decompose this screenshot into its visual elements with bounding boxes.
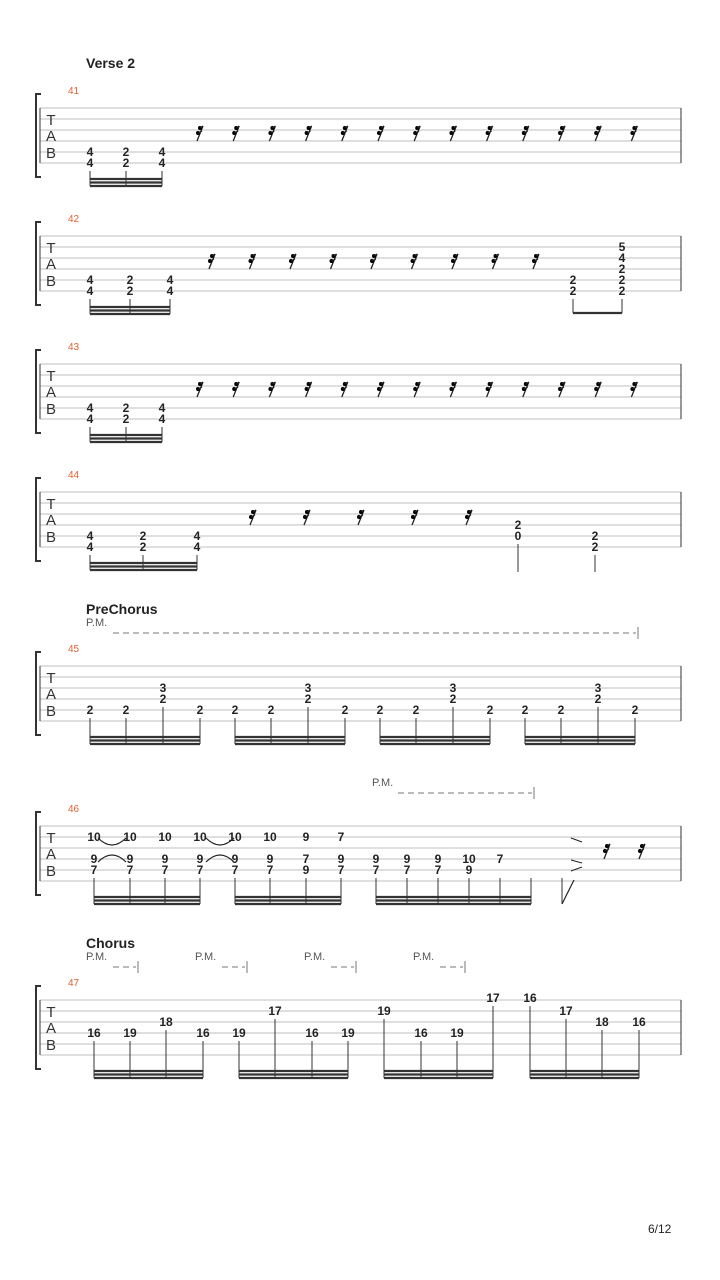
fret-number: 2 <box>267 703 275 717</box>
measure-number: 43 <box>68 342 80 353</box>
sixteenth-rest <box>558 126 565 141</box>
fret-number: 2 <box>126 273 134 287</box>
sixteenth-rest <box>341 126 348 141</box>
tab-label: T <box>46 240 56 257</box>
fret-number: 9 <box>231 852 239 866</box>
sixteenth-rest <box>289 254 296 269</box>
sixteenth-rest <box>594 382 601 397</box>
fret-number: 2 <box>618 284 626 298</box>
measure-number: 41 <box>68 86 80 97</box>
palm-mute-label: P.M. <box>195 951 217 963</box>
fret-number: 4 <box>86 145 94 159</box>
fret-number: 4 <box>86 540 94 554</box>
sixteenth-rest <box>208 254 215 269</box>
measure-number: 46 <box>68 804 80 815</box>
fret-number: 7 <box>196 863 204 877</box>
fret-number: 19 <box>123 1026 137 1040</box>
sixteenth-rest <box>196 382 203 397</box>
fret-number: 2 <box>122 156 130 170</box>
palm-mute-label: P.M. <box>86 617 108 629</box>
fret-number: 2 <box>139 529 147 543</box>
sixteenth-rest <box>630 382 637 397</box>
fret-number: 7 <box>434 863 442 877</box>
fret-number: 4 <box>158 401 166 415</box>
fret-number: 2 <box>569 284 577 298</box>
fret-number: 10 <box>123 830 137 844</box>
fret-number: 18 <box>595 1015 609 1029</box>
fret-number: 2 <box>139 540 147 554</box>
tab-label: A <box>45 686 57 703</box>
section-verse2: Verse 2 <box>86 55 136 71</box>
sixteenth-rest <box>451 254 458 269</box>
fret-number: 7 <box>403 863 411 877</box>
fret-number: 7 <box>126 863 134 877</box>
fret-number: 2 <box>591 540 599 554</box>
tab-label: T <box>46 1004 56 1021</box>
sixteenth-rest <box>232 126 239 141</box>
tab-label: B <box>45 145 57 162</box>
fret-number: 2 <box>196 703 204 717</box>
fret-number: 2 <box>618 273 626 287</box>
fret-number: 2 <box>594 692 602 706</box>
fret-number: 9 <box>337 852 345 866</box>
fret-number: 7 <box>161 863 169 877</box>
sixteenth-rest <box>465 510 472 525</box>
fret-number: 19 <box>377 1004 391 1018</box>
fret-number: 10 <box>462 852 476 866</box>
sixteenth-rest <box>330 254 337 269</box>
sixteenth-rest <box>522 382 529 397</box>
tab-label: T <box>46 368 56 385</box>
sixteenth-rest <box>357 510 364 525</box>
palm-mute-label: P.M. <box>372 777 394 789</box>
tab-label: B <box>45 401 57 418</box>
fret-number: 5 <box>618 240 626 254</box>
sixteenth-rest <box>305 126 312 141</box>
sixteenth-rest <box>305 382 312 397</box>
fret-number: 16 <box>196 1026 210 1040</box>
tab-label: A <box>45 256 57 273</box>
sixteenth-rest <box>411 254 418 269</box>
fret-number: 7 <box>337 830 345 844</box>
fret-number: 2 <box>304 692 312 706</box>
fret-number: 7 <box>302 852 310 866</box>
fret-number: 4 <box>86 284 94 298</box>
tab-label: A <box>45 384 57 401</box>
sixteenth-rest <box>449 126 456 141</box>
fret-number: 2 <box>231 703 239 717</box>
tab-label: A <box>45 512 57 529</box>
tab-label: T <box>46 496 56 513</box>
fret-number: 3 <box>449 681 457 695</box>
fret-number: 2 <box>412 703 420 717</box>
tab-label: A <box>45 1020 57 1037</box>
fret-number: 2 <box>557 703 565 717</box>
measure-number: 45 <box>68 644 80 655</box>
sixteenth-rest <box>558 382 565 397</box>
section-chorus: Chorus <box>86 935 135 951</box>
fret-number: 9 <box>266 852 274 866</box>
sixteenth-rest <box>341 382 348 397</box>
slide <box>571 867 582 871</box>
measure-number: 47 <box>68 978 80 989</box>
sixteenth-rest <box>492 254 499 269</box>
fret-number: 2 <box>122 145 130 159</box>
fret-number: 3 <box>304 681 312 695</box>
measure-number: 44 <box>68 470 80 481</box>
fret-number: 9 <box>161 852 169 866</box>
palm-mute-label: P.M. <box>304 951 326 963</box>
sixteenth-rest <box>370 254 377 269</box>
fret-number: 19 <box>450 1026 464 1040</box>
sixteenth-rest <box>377 382 384 397</box>
fret-number: 4 <box>166 273 174 287</box>
fret-number: 4 <box>86 156 94 170</box>
fret-number: 2 <box>521 703 529 717</box>
fret-number: 9 <box>403 852 411 866</box>
fret-number: 2 <box>631 703 639 717</box>
fret-number: 2 <box>486 703 494 717</box>
fret-number: 10 <box>158 830 172 844</box>
slide <box>571 838 582 842</box>
fret-number: 4 <box>158 145 166 159</box>
fret-number: 16 <box>414 1026 428 1040</box>
fret-number: 4 <box>86 401 94 415</box>
section-prechorus: PreChorus <box>86 601 158 617</box>
fret-number: 2 <box>618 262 626 276</box>
fret-number: 9 <box>302 830 310 844</box>
fret-number: 7 <box>90 863 98 877</box>
sixteenth-rest <box>268 382 275 397</box>
sixteenth-rest <box>486 126 493 141</box>
tab-label: T <box>46 670 56 687</box>
sixteenth-rest <box>522 126 529 141</box>
tab-label: A <box>45 128 57 145</box>
fret-number: 4 <box>86 273 94 287</box>
sixteenth-rest <box>377 126 384 141</box>
sixteenth-rest <box>638 844 645 859</box>
fret-number: 10 <box>263 830 277 844</box>
fret-number: 9 <box>196 852 204 866</box>
fret-number: 4 <box>86 529 94 543</box>
sixteenth-rest <box>486 382 493 397</box>
fret-number: 2 <box>569 273 577 287</box>
fret-number: 9 <box>372 852 380 866</box>
tie-arc <box>98 838 126 845</box>
measure-number: 42 <box>68 214 80 225</box>
slide <box>571 860 582 863</box>
fret-number: 2 <box>514 518 522 532</box>
fret-number: 16 <box>523 991 537 1005</box>
fret-number: 9 <box>434 852 442 866</box>
fret-number: 4 <box>158 412 166 426</box>
tie-arc <box>206 855 234 862</box>
sixteenth-rest <box>196 126 203 141</box>
tab-label: B <box>45 703 57 720</box>
fret-number: 10 <box>87 830 101 844</box>
sixteenth-rest <box>630 126 637 141</box>
fret-number: 2 <box>122 412 130 426</box>
fret-number: 9 <box>302 863 310 877</box>
sixteenth-rest <box>303 510 310 525</box>
sixteenth-rest <box>603 844 610 859</box>
fret-number: 2 <box>376 703 384 717</box>
fret-number: 4 <box>193 540 201 554</box>
palm-mute-label: P.M. <box>413 951 435 963</box>
fret-number: 19 <box>232 1026 246 1040</box>
fret-number: 16 <box>87 1026 101 1040</box>
fret-number: 7 <box>496 852 504 866</box>
fret-number: 2 <box>122 401 130 415</box>
fret-number: 18 <box>159 1015 173 1029</box>
flag <box>562 880 574 904</box>
sixteenth-rest <box>532 254 539 269</box>
sixteenth-rest <box>411 510 418 525</box>
fret-number: 2 <box>126 284 134 298</box>
fret-number: 16 <box>632 1015 646 1029</box>
tie-arc <box>98 855 126 862</box>
sixteenth-rest <box>413 126 420 141</box>
fret-number: 7 <box>372 863 380 877</box>
fret-number: 9 <box>126 852 134 866</box>
sixteenth-rest <box>594 126 601 141</box>
fret-number: 19 <box>341 1026 355 1040</box>
sixteenth-rest <box>249 254 256 269</box>
fret-number: 0 <box>514 529 522 543</box>
fret-number: 7 <box>231 863 239 877</box>
fret-number: 16 <box>305 1026 319 1040</box>
palm-mute-label: P.M. <box>86 951 108 963</box>
fret-number: 2 <box>159 692 167 706</box>
fret-number: 2 <box>591 529 599 543</box>
sixteenth-rest <box>449 382 456 397</box>
fret-number: 7 <box>337 863 345 877</box>
fret-number: 4 <box>618 251 626 265</box>
fret-number: 2 <box>122 703 130 717</box>
sixteenth-rest <box>413 382 420 397</box>
fret-number: 10 <box>228 830 242 844</box>
fret-number: 2 <box>86 703 94 717</box>
sixteenth-rest <box>232 382 239 397</box>
fret-number: 7 <box>266 863 274 877</box>
sixteenth-rest <box>268 126 275 141</box>
fret-number: 4 <box>193 529 201 543</box>
fret-number: 4 <box>158 156 166 170</box>
fret-number: 3 <box>594 681 602 695</box>
tab-label: B <box>45 273 57 290</box>
tab-label: B <box>45 863 57 880</box>
tab-label: B <box>45 529 57 546</box>
fret-number: 4 <box>166 284 174 298</box>
page-number: 6/12 <box>648 1222 672 1236</box>
fret-number: 4 <box>86 412 94 426</box>
tab-label: B <box>45 1037 57 1054</box>
fret-number: 2 <box>341 703 349 717</box>
fret-number: 2 <box>449 692 457 706</box>
fret-number: 10 <box>193 830 207 844</box>
sixteenth-rest <box>249 510 256 525</box>
fret-number: 17 <box>559 1004 573 1018</box>
fret-number: 17 <box>268 1004 282 1018</box>
tab-label: T <box>46 112 56 129</box>
fret-number: 9 <box>90 852 98 866</box>
fret-number: 3 <box>159 681 167 695</box>
tab-label: A <box>45 846 57 863</box>
fret-number: 17 <box>486 991 500 1005</box>
fret-number: 9 <box>465 863 473 877</box>
tab-label: T <box>46 830 56 847</box>
